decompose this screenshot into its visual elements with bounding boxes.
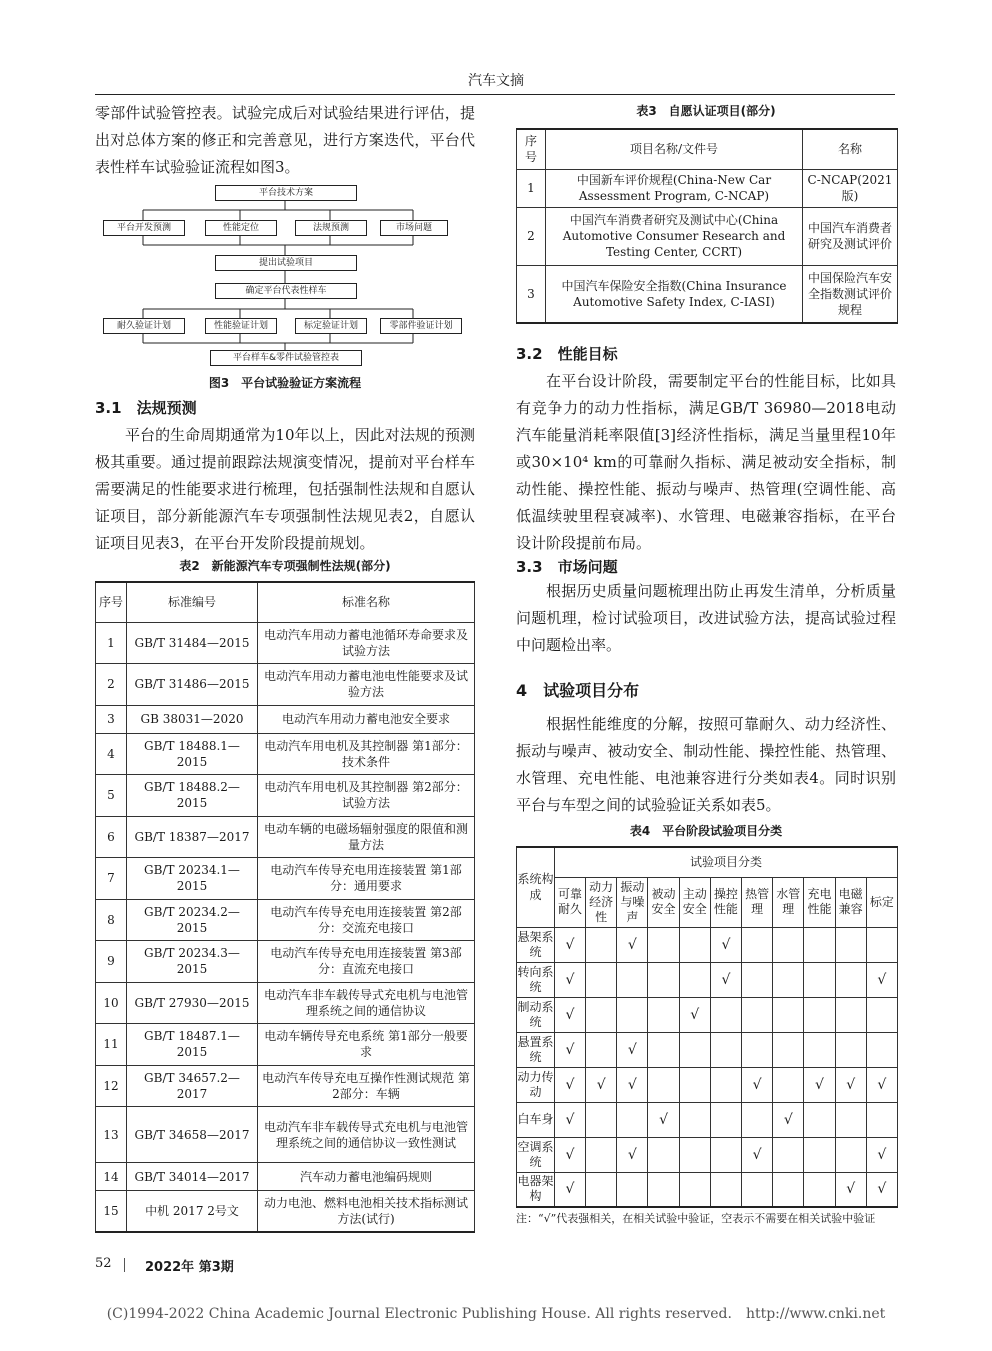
table4-check-cell [804, 1102, 835, 1137]
table-row [96, 705, 475, 733]
table4-check-cell [710, 1137, 741, 1172]
table2-cell: GB/T 34658—2017 [127, 1107, 258, 1163]
table4-check-cell [710, 1102, 741, 1137]
table2-cell: 10 [96, 982, 127, 1024]
table2-cell: 9 [96, 941, 127, 983]
table4-check-cell [648, 1172, 679, 1207]
table-row [96, 1191, 475, 1233]
table4-row-header: 电器架构 [517, 1172, 555, 1207]
table2-cell: 电动汽车传导充电用连接装置 第2部分：交流充电接口 [258, 899, 475, 941]
table4-check-cell [804, 962, 835, 997]
table-row [517, 1172, 898, 1207]
table-row [96, 775, 475, 817]
table3-cell: 中国新车评价规程(China-New Car Assessment Program, C-NCAP) [546, 169, 803, 207]
table2-cell: 电动汽车非车载传导式充电机与电池管理系统之间的通信协议一致性测试 [258, 1107, 475, 1163]
table4-check-cell [648, 1067, 679, 1102]
table2-cell: 2 [96, 664, 127, 706]
table4-check-cell: √ [773, 1102, 804, 1137]
table4-check-cell: √ [710, 962, 741, 997]
table4-check-cell: √ [679, 997, 710, 1032]
table4-col-header: 操控性能 [710, 877, 741, 927]
table4-check-cell [773, 962, 804, 997]
table3-caption: 表3 自愿认证项目(部分) [636, 104, 776, 118]
table4-check-cell [835, 962, 866, 997]
table-row [517, 207, 898, 265]
flow-box-platform-forecast: 平台开发预测 [103, 220, 185, 236]
table2-cell: 电动车辆传导充电系统 第1部分一般要求 [258, 1024, 475, 1066]
table4-check-cell [679, 1067, 710, 1102]
table-row [96, 816, 475, 858]
table2-cell: 7 [96, 858, 127, 900]
table4-check-cell: √ [554, 1102, 585, 1137]
table4-check-cell: √ [617, 1032, 648, 1067]
table4-check-cell: √ [617, 1137, 648, 1172]
table4-col-header: 充电性能 [804, 877, 835, 927]
table-row [96, 941, 475, 983]
table-row [96, 982, 475, 1024]
table2-cell: 电动汽车用电机及其控制器 第1部分：技术条件 [258, 733, 475, 775]
section-3-3-heading: 3.3 市场问题 [516, 558, 618, 576]
flow-box-representative-sample: 确定平台代表性样车 [215, 283, 357, 299]
table-row [517, 169, 898, 207]
paragraph-4: 根据性能维度的分解，按照可靠耐久、动力经济性、振动与噪声、被动安全、制动性能、操控性能、热管理、水管理、充电性能、电池兼容进行分类如表4。同时识别平台与车型之间的试验验证关系如表5。 [516, 715, 896, 814]
table-row [517, 1102, 898, 1137]
table2-cell: 电动汽车传导充电互操作性测试规范 第2部分：车辆 [258, 1065, 475, 1107]
table4-check-cell [648, 1137, 679, 1172]
table4-check-cell: √ [835, 1067, 866, 1102]
table2-cell: 5 [96, 775, 127, 817]
table2-cell: 汽车动力蓄电池编码规则 [258, 1163, 475, 1191]
table2-cell: GB/T 31484—2015 [127, 622, 258, 664]
table2-caption: 表2 新能源汽车专项强制性法规(部分) [179, 559, 391, 573]
table-row [96, 733, 475, 775]
table4-check-cell [742, 1172, 773, 1207]
table2-cell: 电动汽车传导充电用连接装置 第1部分：通用要求 [258, 858, 475, 900]
table2-cell: 1 [96, 622, 127, 664]
table4-check-cell [679, 927, 710, 962]
table4-check-cell: √ [866, 1137, 897, 1172]
table2-cell: GB/T 34014—2017 [127, 1163, 258, 1191]
table2-head-name: 标准名称 [258, 582, 475, 622]
table4-check-cell: √ [554, 997, 585, 1032]
table4-check-cell [742, 1102, 773, 1137]
table4-check-cell [679, 1102, 710, 1137]
flowchart-figure [95, 185, 475, 375]
table2-cell: 中机 2017 2号文 [127, 1191, 258, 1233]
table4-check-cell [773, 1137, 804, 1172]
table4-check-cell: √ [866, 1172, 897, 1207]
issue-label: 2022年 第3期 [145, 1260, 234, 1275]
table2-cell: 13 [96, 1107, 127, 1163]
figure-caption: 图3 平台试验验证方案流程 [208, 376, 362, 390]
table4-check-cell: √ [835, 1172, 866, 1207]
table-row [517, 997, 898, 1032]
flow-box-control-table: 平台样车&零件试验管控表 [210, 350, 362, 366]
flow-box-market-issues: 市场问题 [380, 220, 448, 236]
section-3-2-heading: 3.2 性能目标 [516, 345, 618, 363]
table4-check-cell [835, 1032, 866, 1067]
table4-row-header: 白车身 [517, 1102, 555, 1137]
copyright-line: (C)1994-2022 China Academic Journal Electronic Publishing House. All rights reserved. http://www.cnki.net [106, 1306, 886, 1322]
flow-box-component-plan: 零部件验证计划 [380, 318, 462, 334]
table4-row-header: 空调系统 [517, 1137, 555, 1172]
table2-cell: 6 [96, 816, 127, 858]
table2-cell: 电动汽车用动力蓄电池电性能要求及试验方法 [258, 664, 475, 706]
flow-box-performance-plan: 性能验证计划 [205, 318, 277, 334]
table2 [95, 581, 475, 1233]
table4-check-cell: √ [866, 1067, 897, 1102]
table4-check-cell: √ [866, 962, 897, 997]
paragraph-intro: 零部件试验管控表。试验完成后对试验结果进行评估，提出对总体方案的修正和完善意见，进行方案迭代，平台代表性样车试验验证流程如图3。 [95, 104, 475, 176]
table-row [517, 962, 898, 997]
table-row [517, 927, 898, 962]
table2-cell: GB/T 34657.2—2017 [127, 1065, 258, 1107]
table4-check-cell [773, 997, 804, 1032]
table4-check-cell [586, 927, 617, 962]
table2-cell: 12 [96, 1065, 127, 1107]
table4-check-cell [742, 997, 773, 1032]
table4 [516, 846, 898, 1208]
table-row [517, 1067, 898, 1102]
table-row [517, 1032, 898, 1067]
table3-cell: 中国汽车保险安全指数(China Insurance Automotive Safety Index, C-IASI) [546, 265, 803, 323]
table4-check-cell [804, 927, 835, 962]
table4-check-cell: √ [586, 1067, 617, 1102]
journal-header: 汽车文摘 [468, 73, 524, 89]
table4-check-cell [835, 1137, 866, 1172]
table4-check-cell [648, 997, 679, 1032]
table4-check-cell [710, 1067, 741, 1102]
table4-check-cell [804, 1032, 835, 1067]
table4-check-cell [679, 1137, 710, 1172]
table4-caption: 表4 平台阶段试验项目分类 [629, 824, 783, 838]
table3-head-name: 名称 [803, 129, 898, 169]
table-row [96, 899, 475, 941]
table-row [96, 858, 475, 900]
table4-col-header: 主动安全 [679, 877, 710, 927]
flow-box-durability-plan: 耐久验证计划 [103, 318, 185, 334]
table3-cell: C-NCAP(2021版) [803, 169, 898, 207]
table4-row-header: 悬置系统 [517, 1032, 555, 1067]
table4-check-cell: √ [710, 927, 741, 962]
flow-box-performance-positioning: 性能定位 [205, 220, 277, 236]
paragraph-3-3: 根据历史质量问题梳理出防止再发生清单，分析质量问题机理，检讨试验项目，改进试验方法，提高试验过程中问题检出率。 [516, 582, 896, 654]
flow-box-propose-tests: 提出试验项目 [215, 255, 357, 271]
table4-check-cell [648, 1032, 679, 1067]
table3-cell: 中国保险汽车安全指数测试评价规程 [803, 265, 898, 323]
table2-cell: GB/T 18488.2—2015 [127, 775, 258, 817]
table-row [96, 664, 475, 706]
table2-cell: GB/T 20234.1—2015 [127, 858, 258, 900]
table4-check-cell [773, 1172, 804, 1207]
table4-check-cell [710, 997, 741, 1032]
table4-check-cell [866, 997, 897, 1032]
table4-check-cell [835, 927, 866, 962]
table3-cell: 1 [517, 169, 546, 207]
table4-check-cell: √ [554, 1172, 585, 1207]
table4-check-cell: √ [742, 1067, 773, 1102]
flow-box-regulation-forecast: 法规预测 [295, 220, 367, 236]
flow-box-calibration-plan: 标定验证计划 [295, 318, 367, 334]
table2-cell: 动力电池、燃料电池相关技术指标测试方法(试行) [258, 1191, 475, 1233]
table3-cell: 中国汽车消费者研究及测试中心(China Automotive Consumer Research and Testing Center, CCRT) [546, 207, 803, 265]
table3-cell: 2 [517, 207, 546, 265]
flow-box-tech-plan: 平台技术方案 [215, 185, 357, 201]
table4-col-header: 标定 [866, 877, 897, 927]
table2-cell: GB/T 31486—2015 [127, 664, 258, 706]
table2-cell: 电动车辆的电磁场辐射强度的限值和测量方法 [258, 816, 475, 858]
table4-check-cell [679, 1032, 710, 1067]
table3 [516, 128, 898, 324]
table2-cell: GB/T 27930—2015 [127, 982, 258, 1024]
table4-check-cell [710, 1172, 741, 1207]
table-row [96, 1065, 475, 1107]
table4-check-cell: √ [554, 1137, 585, 1172]
table4-check-cell: √ [617, 1067, 648, 1102]
table4-corner: 系统构成 [517, 847, 555, 927]
table4-check-cell [648, 927, 679, 962]
table4-check-cell [866, 1032, 897, 1067]
table-row [517, 1137, 898, 1172]
table3-cell: 3 [517, 265, 546, 323]
table4-col-header: 被动安全 [648, 877, 679, 927]
table4-check-cell: √ [554, 962, 585, 997]
table4-check-cell [586, 1172, 617, 1207]
table4-check-cell [773, 1032, 804, 1067]
table2-cell: GB/T 20234.2—2015 [127, 899, 258, 941]
table2-cell: GB/T 20234.3—2015 [127, 941, 258, 983]
table2-head-no: 序号 [96, 582, 127, 622]
table2-cell: GB/T 18387—2017 [127, 816, 258, 858]
table3-head-no: 序号 [517, 129, 546, 169]
table2-cell: 14 [96, 1163, 127, 1191]
table3-head-item: 项目名称/文件号 [546, 129, 803, 169]
table4-check-cell: √ [648, 1102, 679, 1137]
table4-check-cell [866, 1102, 897, 1137]
table4-check-cell [679, 962, 710, 997]
footer-divider [124, 1258, 125, 1272]
table4-check-cell [773, 1067, 804, 1102]
table2-head-code: 标准编号 [127, 582, 258, 622]
table3-cell: 中国汽车消费者研究及测试评价 [803, 207, 898, 265]
table4-row-header: 悬架系统 [517, 927, 555, 962]
table2-cell: GB/T 18487.1—2015 [127, 1024, 258, 1066]
paragraph-3-1: 平台的生命周期通常为10年以上，因此对法规的预测极其重要。通过提前跟踪法规演变情况，提前对平台样车需要满足的性能要求进行梳理，包括强制性法规和自愿认证项目，部分新能源汽车专项强制性法规见表2，自愿认证项目见表3，在平台开发阶段提前规划。 [95, 426, 475, 552]
table4-row-header: 制动系统 [517, 997, 555, 1032]
table-row [96, 1163, 475, 1191]
table4-col-header: 振动与噪声 [617, 877, 648, 927]
table4-check-cell [586, 1102, 617, 1137]
table-row [96, 622, 475, 664]
table2-cell: 4 [96, 733, 127, 775]
page-number: 52 [95, 1256, 112, 1271]
table2-cell: GB/T 18488.1—2015 [127, 733, 258, 775]
table4-check-cell [617, 997, 648, 1032]
table2-cell: GB 38031—2020 [127, 705, 258, 733]
table4-col-header: 动力经济性 [586, 877, 617, 927]
table4-check-cell: √ [617, 927, 648, 962]
table4-check-cell [835, 1102, 866, 1137]
table4-col-header: 热管理 [742, 877, 773, 927]
table4-note: 注：“√”代表强相关，在相关试验中验证，空表示不需要在相关试验中验证 [516, 1212, 876, 1225]
table4-row-header: 转向系统 [517, 962, 555, 997]
section-3-1-heading: 3.1 法规预测 [95, 399, 197, 417]
table4-check-cell [586, 962, 617, 997]
table4-check-cell [804, 1137, 835, 1172]
table4-check-cell [742, 927, 773, 962]
table2-cell: 电动汽车非车载传导式充电机与电池管理系统之间的通信协议 [258, 982, 475, 1024]
table4-check-cell [835, 997, 866, 1032]
table4-check-cell: √ [742, 1137, 773, 1172]
table4-check-cell [617, 1102, 648, 1137]
table4-check-cell: √ [554, 1032, 585, 1067]
table2-cell: 15 [96, 1191, 127, 1233]
table2-cell: 电动汽车用动力蓄电池循环寿命要求及试验方法 [258, 622, 475, 664]
table4-check-cell [804, 1172, 835, 1207]
table2-cell: 3 [96, 705, 127, 733]
table4-col-header: 电磁兼容 [835, 877, 866, 927]
table4-check-cell [586, 997, 617, 1032]
header-rule [95, 94, 895, 95]
table4-check-cell [586, 1137, 617, 1172]
table4-col-header: 水管理 [773, 877, 804, 927]
table4-check-cell: √ [554, 927, 585, 962]
table2-cell: 8 [96, 899, 127, 941]
table4-row-header: 动力传动 [517, 1067, 555, 1102]
table-row [517, 265, 898, 323]
flowchart-connectors [95, 185, 475, 375]
table4-check-cell [773, 927, 804, 962]
table4-check-cell [742, 1032, 773, 1067]
table4-check-cell [804, 997, 835, 1032]
table4-group-header: 试验项目分类 [554, 847, 897, 877]
table4-check-cell [742, 962, 773, 997]
table4-col-header: 可靠耐久 [554, 877, 585, 927]
table4-check-cell [866, 927, 897, 962]
paragraph-3-2: 在平台设计阶段，需要制定平台的性能目标，比如具有竞争力的动力性指标，满足GB/T 36980—2018电动汽车能量消耗率限值[3]经济性指标，满足当量里程10年或30×10⁴ km的可靠耐久指标、满足被动安全指标，制动性能、操控性能、振动与噪声、热管理(空调性能、高低温续驶里程衰减率)、水管理、电磁兼容指标，在平台设计阶段提前布局。 [516, 372, 896, 552]
table4-check-cell [617, 962, 648, 997]
table4-check-cell [710, 1032, 741, 1067]
table-row [96, 1024, 475, 1066]
table4-check-cell: √ [804, 1067, 835, 1102]
table4-check-cell [586, 1032, 617, 1067]
table4-check-cell [679, 1172, 710, 1207]
table4-check-cell [648, 962, 679, 997]
table2-cell: 11 [96, 1024, 127, 1066]
section-4-heading: 4 试验项目分布 [516, 681, 640, 700]
table-row [96, 1107, 475, 1163]
table4-check-cell [617, 1172, 648, 1207]
table2-cell: 电动汽车用电机及其控制器 第2部分：试验方法 [258, 775, 475, 817]
table2-cell: 电动汽车用动力蓄电池安全要求 [258, 705, 475, 733]
table2-cell: 电动汽车传导充电用连接装置 第3部分：直流充电接口 [258, 941, 475, 983]
table4-check-cell: √ [554, 1067, 585, 1102]
